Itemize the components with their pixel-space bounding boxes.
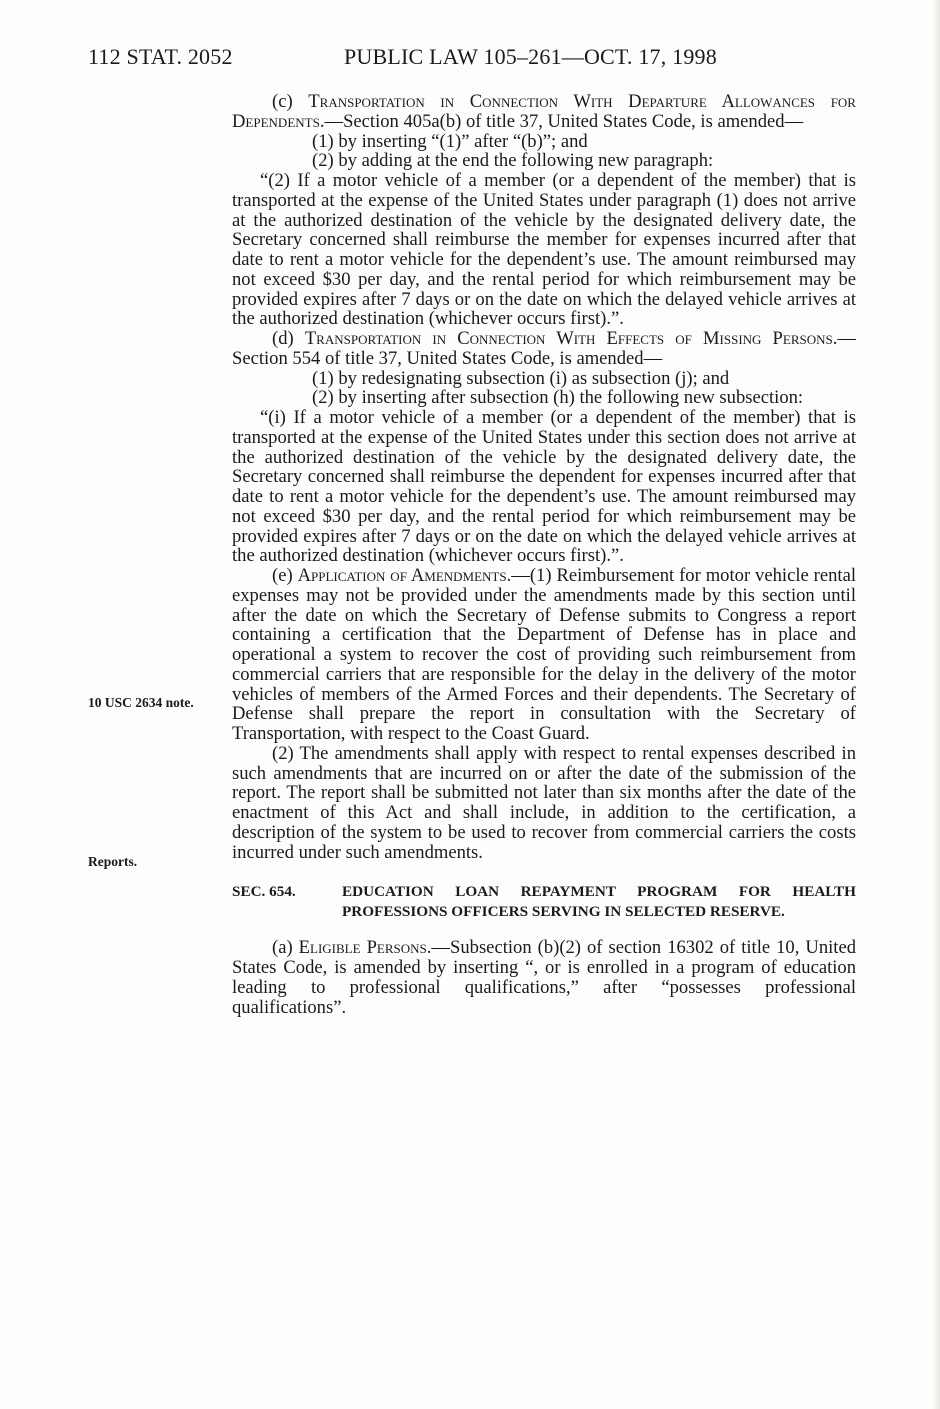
subsection-c-quoted-paragraph: “(2) If a motor vehicle of a member (or a dependent of the member) that is transported at the expense of the United States under paragraph (1) does not arrive at the authorized destination of the vehicle by the designated delivery date, the Secretary concerned shall reimburse the member for expenses incurred after that date to rent a motor vehicle for the dependent’s use. The amount reimbursed may not exceed $30 per day, and the rental period for which reimbursement may be provided expires after 7 days or on the date on which the delayed vehicle arrives at the authorized destination (whichever occurs first).”.	[232, 170, 856, 330]
section-654-subsection-a-heading: Eligible Persons.	[298, 937, 432, 959]
section-title: EDUCATION LOAN REPAYMENT PROGRAM FOR HEALTH PROFESSIONS OFFICERS SERVING IN SELECTED RESERVE.	[342, 883, 856, 921]
public-law-reference: PUBLIC LAW 105–261—OCT. 17, 1998	[344, 44, 717, 69]
margin-note-reports: Reports.	[88, 854, 138, 869]
document-body	[232, 92, 856, 1017]
subsection-c-intro: (c) Transportation in Connection With Departure Allowances for Dependents.—Section 405a(b) of title 37, United States Code, is amended—	[232, 91, 856, 132]
subsection-e-paragraph-1: (e) Application of Amendments.—(1) Reimbursement for motor vehicle rental expenses may not be provided under the amendments made by this section until after the date on which the Secretary of Defense submits to Congress a report containing a certification that the Department of Defense has in place and operational a system to recover the cost of providing such reimbursement from commercial carriers that are responsible for the delay in the delivery of the motor vehicles of members of the Armed Forces and their dependents. The Secretary of Defense shall prepare the report in consultation with the Secretary of Transportation, with respect to the Coast Guard.	[232, 565, 856, 744]
subsection-e-paragraph-2: (2) The amendments shall apply with respect to rental expenses described in such amendments that are incurred on or after the date of the submission of the report. The report shall be submitted not later than six months after the date of the enactment of this Act and shall include, in addition to the certification, a description of the system to be used to recover from commercial carriers the costs incurred under such amendments.	[232, 742, 856, 863]
statute-page-reference: 112 STAT. 2052	[88, 44, 233, 69]
subsection-d-item-2: (2) by inserting after subsection (h) the following new subsection:	[312, 387, 804, 409]
subsection-c-item-2: (2) by adding at the end the following new paragraph:	[312, 150, 714, 172]
subsection-d-heading: Transportation in Connection With Effects of Missing Persons.	[304, 328, 838, 349]
page-header	[88, 44, 868, 76]
section-654-subsection-a: (a) Eligible Persons.—Subsection (b)(2) of section 16302 of title 10, United States Code, is amended by inserting “, or is enrolled in a program of education leading to professional qualifications,” after “possesses professional qualifications”.	[232, 937, 856, 1018]
subsection-c-item-1: (1) by inserting “(1)” after “(b)”; and	[312, 130, 588, 152]
subsection-d-item-1: (1) by redesignating subsection (i) as subsection (j); and	[312, 367, 730, 389]
section-654-heading	[232, 882, 856, 922]
section-number: SEC. 654.	[232, 883, 296, 901]
subsection-d-quoted-subsection: “(i) If a motor vehicle of a member (or a dependent of the member) that is transported at the expense of the United States under this section does not arrive at the authorized destination of the vehicle by the designated delivery date, the Secretary concerned shall reimburse the dependent for expenses incurred after that date to rent a motor vehicle for the dependent’s use. The amount reimbursed may not exceed $30 per day, and the rental period for which reimbursement may be provided expires after 7 days or on the date on which the delayed vehicle arrives at the authorized destination (whichever occurs first).”.	[232, 407, 856, 567]
margin-note-usc: 10 USC 2634 note.	[88, 695, 194, 710]
subsection-e-heading: Application of Amendments.	[297, 565, 512, 586]
subsection-d-intro: (d) Transportation in Connection With Effects of Missing Persons.—Section 554 of title 37, United States Code, is amended—	[232, 328, 856, 369]
subsection-c-heading: Transportation in Connection With Departure Allowances for Dependents.	[232, 91, 856, 132]
page-edge-shadow	[932, 0, 940, 1409]
